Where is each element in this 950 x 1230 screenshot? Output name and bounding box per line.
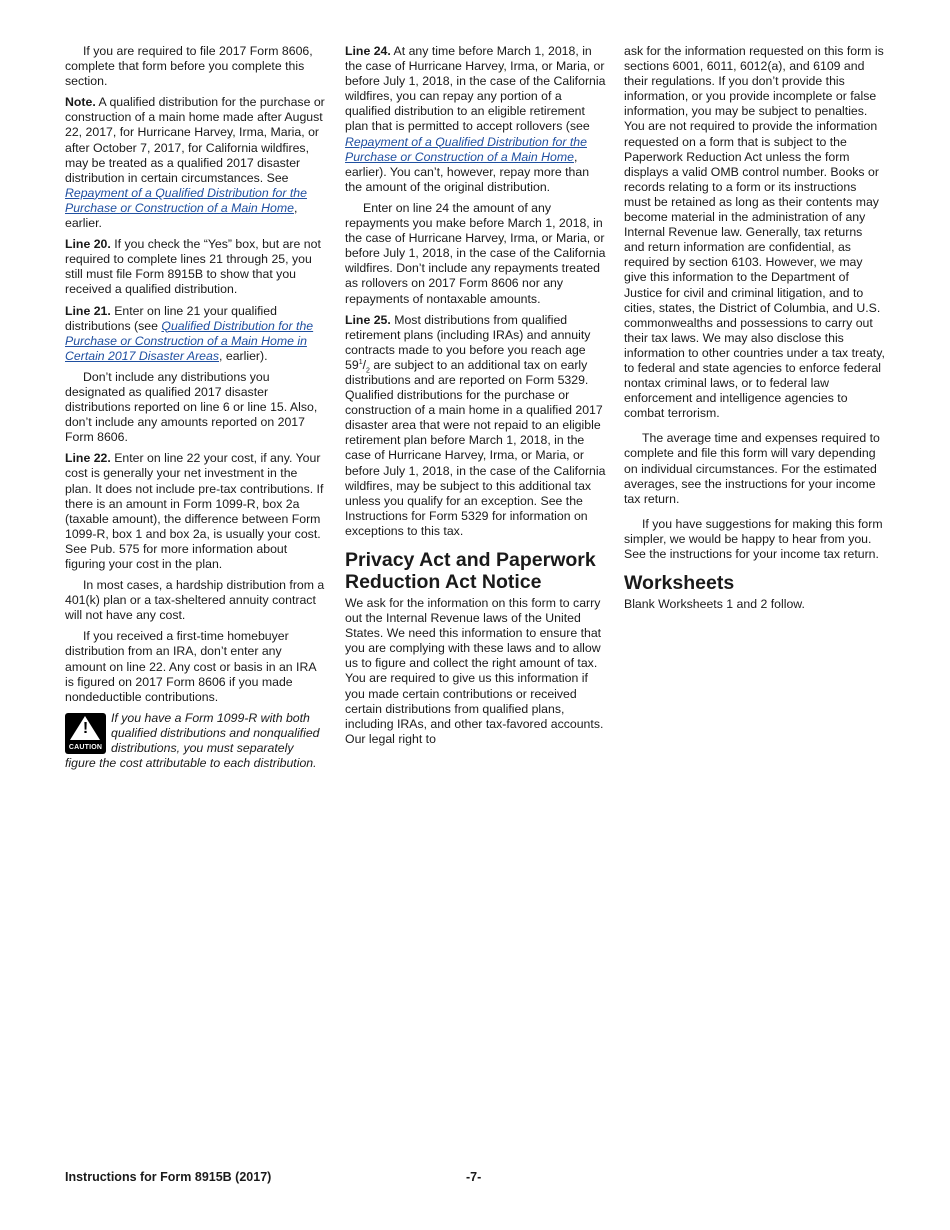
paragraph-first-time-homebuyer: If you received a first-time homebuyer distribution from an IRA, don’t enter any amount on line 22. Any cost or basis in an IRA is figured on 2017 Form 8606 if you made nondeductible contributions. [65, 629, 316, 704]
footer-form-title: Instructions for Form 8915B (2017) [65, 1170, 272, 1184]
paragraph-enter-line-24: Enter on line 24 the amount of any repayments you make before March 1, 2018, in the case of Hurricane Harvey, Irma, or Maria, or before July 1, 2018, in the case of the California wildfires. Don’t include any repayments treated as rollovers on 2017 Form 8606 nor any repayments of nontaxable amounts. [345, 200, 606, 306]
paragraph-suggestions: If you have suggestions for making this form simpler, we would be happy to hear from you. See the instructions for your income tax return. [624, 516, 883, 561]
line-24-end: , earlier). You can’t, however, repay more than the amount of the original distribution. [345, 149, 590, 194]
line-20-text: If you check the “Yes” box, but are not required to complete lines 21 through 25, you still must file Form 8915B to show that you received a qualified distribution. [65, 237, 321, 297]
note-paragraph [65, 95, 326, 231]
line-24-label: Line 24. [345, 44, 391, 58]
paragraph-intro: If you are required to file 2017 Form 8606, complete that form before you complete this section. [65, 44, 313, 89]
line-22-text: Enter on line 22 your cost, if any. Your cost is generally your net investment in the plan. It does not include pre-tax contributions. If there is an amount in Form 1099-R, box 2a (taxable amount), the difference between Form 1099-R, box 1 and box 2a, is usually your cost. See Pub. 575 for more information about figuring your cost in the plan. [65, 451, 324, 571]
note-end: , earlier. [65, 200, 298, 231]
paragraph-dont-include: Don’t include any distributions you designated as qualified 2017 disaster distributions reported on line 6 or line 15. Also, don’t include any amounts reported on 2017 Form 8606. [65, 369, 318, 445]
caution-icon: ! CAUTION [65, 713, 106, 754]
link-qualified-distribution[interactable]: Qualified Distribution for the Purchase or Construction of a Main Home in Certain 2017 Disaster Areas [65, 318, 314, 363]
line-22-label: Line 22. [65, 451, 111, 466]
footer-page-number: -7- [466, 1170, 482, 1184]
line-25-paragraph: Line 25. Most distributions from qualified retirement plans (including IRAs) and annuity contracts made to you before you reach age $59^1/_2$ are subject to an additional tax on early distributions and are reported on Form 5329. Qualified distributions for the purchase or construction of a main home in a qualified 2017 disaster area that were not repaid to an eligible retirement plan before March 1, 2018, in the case of Hurricane Harvey, Irma, or Maria, or before July 1, 2018, in the case of the California wildfires, may be subject to this additional tax unless you qualify for an exception. See the Instructions for Form 5329 for information on exceptions to this tax. [345, 312, 606, 538]
worksheets-heading: Worksheets [624, 572, 735, 595]
link-repayment-main-home[interactable]: Repayment of a Qualified Distribution for the Purchase or Construction of a Main Home [65, 185, 307, 215]
caution-text: If you have a Form 1099-R with both qualified distributions and nonqualified distributions, you must separately figure the cost attributable to each distribution. [65, 710, 320, 771]
paragraph-average-time: The average time and expenses required to complete and file this form will vary depending on individual circumstances. For the estimated averages, see the instructions for your income tax return. [624, 431, 880, 506]
fraction-numerator: 1 [358, 358, 363, 366]
line-20-paragraph [65, 237, 326, 297]
column-2 [345, 44, 606, 753]
line-24-text: At any time before March 1, 2018, in the case of Hurricane Harvey, Irma, or Maria, or before July 1, 2018, in the case of the California wildfires, you can repay any portion of a qualified distribution to an eligible retirement plan that is permitted to accept rollovers (see [345, 44, 606, 134]
link-repayment-main-home-2[interactable]: Repayment of a Qualified Distribution for the Purchase or Construction of a Main Home [345, 134, 587, 164]
fraction-denominator: 2 [366, 367, 370, 375]
line-20-label: Line 20. [65, 237, 111, 252]
column-1 [65, 44, 326, 771]
paragraph-privacy: We ask for the information on this form to carry out the Internal Revenue laws of the United States. We need this information to ensure that you are complying with these laws and to allow us to figure and collect the right amount of tax. You are required to give us this information if you made certain contributions or received certain distributions from qualified plans, including IRAs, and other tax-favored accounts. Our legal right to [345, 596, 604, 746]
line-25-text-a: Most distributions from qualified retirement plans (including IRAs) and annuity contracts made to you before you reach age 59 [345, 312, 591, 372]
line-21-label: Line 21. [65, 303, 111, 318]
line-21-end: , earlier). [219, 348, 268, 363]
caution-icon-label: CAUTION [68, 743, 103, 751]
note-label: Note. [65, 95, 96, 110]
paragraph-hardship: In most cases, a hardship distribution from a 401(k) plan or a tax-sheltered annuity contract will not have any cost. [65, 578, 325, 623]
line-21-text: Enter on line 21 your qualified distributions (see [65, 303, 277, 333]
line-25-label: Line 25. [345, 312, 391, 327]
note-text: A qualified distribution for the purchase or construction of a main home made after August 22, 2017, for Hurricane Harvey, Irma, Maria, or after October 7, 2017, for California wildfires, may be treated as a qualified 2017 disaster distribution in certain circumstances. See [65, 95, 325, 185]
caution-note [65, 711, 326, 771]
paragraph-worksheets: Blank Worksheets 1 and 2 follow. [624, 597, 805, 612]
line-24-paragraph [345, 44, 606, 195]
line-22-paragraph [65, 451, 326, 572]
paragraph-privacy-continued: ask for the information requested on this form is sections 6001, 6011, 6012(a), and 6109 and their regulations. If you don’t provide this information, or you provide incomplete or false information, you may be subject to penalties. You are not required to provide the information requested on a form that is subject to the Paperwork Reduction Act unless the form displays a valid OMB control number. Books or records relating to a form or its instructions must be retained as long as their contents may become material in the administration of any Internal Revenue law. Generally, tax returns and return information are confidential, as required by section 6103. However, we may give this information to the Department of Justice for civil and criminal litigation, and to cities, states, the District of Columbia, and U.S. commonwealths and possessions to carry out their tax laws. We may also disclose this information to other countries under a tax treaty, to federal and state agencies to enforce federal nontax criminal laws, or to federal law enforcement and intelligence agencies to combat terrorism. [624, 44, 885, 421]
privacy-act-heading: Privacy Act and Paperwork Reduction Act Notice [345, 549, 596, 593]
column-3 [624, 44, 885, 618]
line-25-text-b: are subject to an additional tax on early distributions and are reported on Form 5329. Qualified distributions for the purchase or construction of a main home in a qualified 2017 disaster area that were not repaid to an eligible retirement plan before March 1, 2018, in the case of Hurricane Harvey, Irma, or Maria, or before July 1, 2018, in the case of the California wildfires, may be subject to this additional tax unless you qualify for an exception. See the Instructions for Form 5329 for information on exceptions to this tax. [345, 357, 606, 538]
line-21-paragraph [65, 304, 326, 364]
